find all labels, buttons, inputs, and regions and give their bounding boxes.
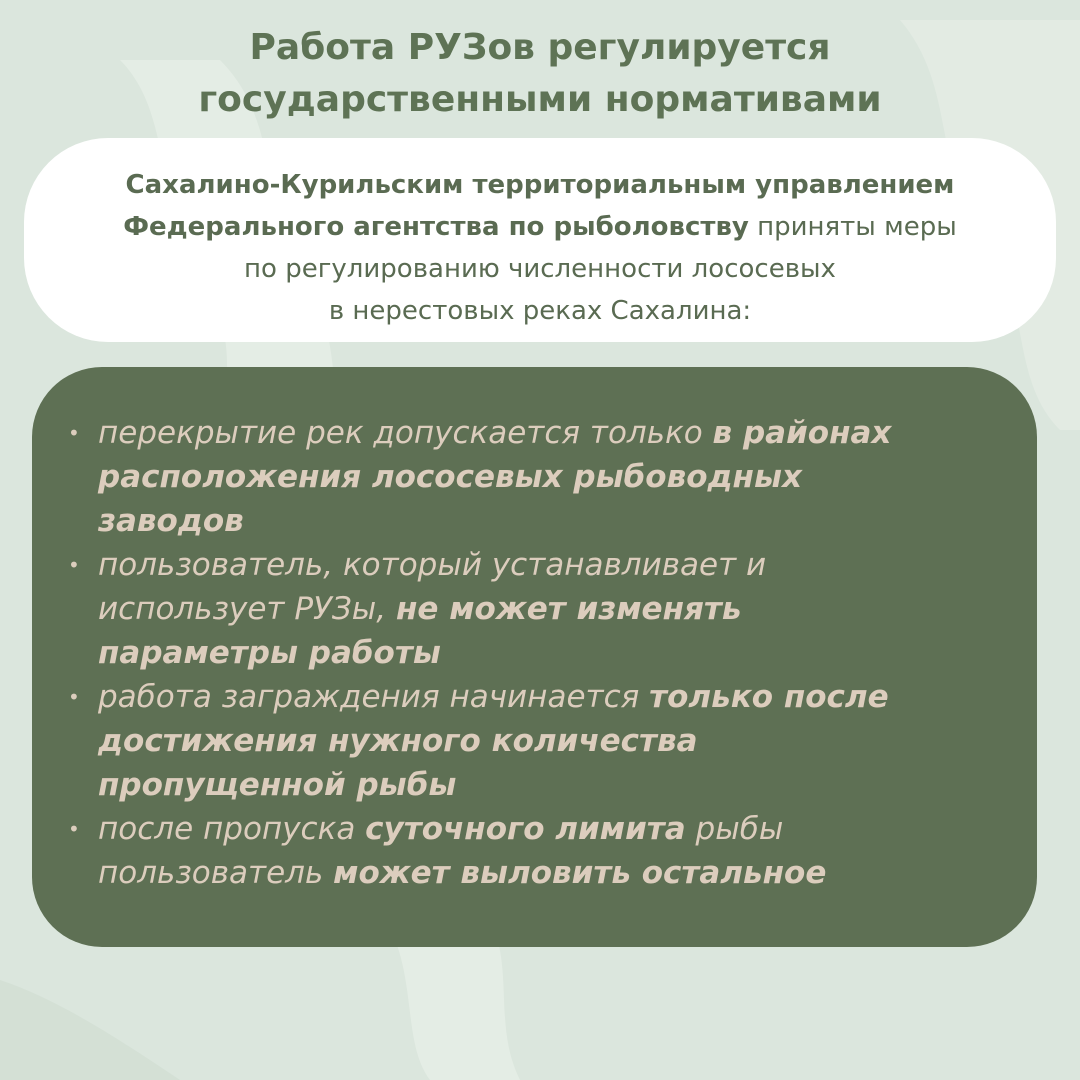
rule-1-line-3	[98, 499, 1017, 543]
bullet-icon: •	[68, 553, 80, 577]
intro-line-2-rest: приняты меры	[748, 212, 957, 242]
rule-item-1	[68, 411, 1017, 543]
rule-4-emphasis-2: может выловить остальное	[333, 855, 827, 891]
rule-2-line-2	[98, 587, 1017, 631]
rule-3-emphasis-2: достижения нужного количества	[98, 723, 698, 759]
rule-item-3	[68, 675, 1017, 807]
rule-1-line-1	[98, 411, 1017, 455]
title-line-1: Работа РУЗов регулируется	[249, 27, 831, 68]
rule-2-emphasis: не может изменять	[395, 591, 742, 627]
rule-4-line-2	[98, 851, 1017, 895]
rule-item-4	[68, 807, 1017, 895]
rules-card	[32, 367, 1037, 947]
rule-3-text: работа заграждения начинается	[98, 679, 650, 715]
rule-2-line-1: пользователь, который устанавливает и	[98, 547, 767, 583]
rule-item-2	[68, 543, 1017, 675]
intro-line-1: Сахалино-Курильским территориальным управлением	[125, 170, 955, 200]
bullet-icon: •	[68, 421, 80, 445]
intro-line-4: в нерестовых реках Сахалина:	[328, 296, 752, 326]
rule-3-line-1	[98, 675, 1017, 719]
intro-agency-name: Федерального агентства по рыболовству	[123, 212, 749, 242]
rule-4-text-b: рыбы	[685, 811, 784, 847]
rules-list	[68, 411, 1017, 895]
rule-3-line-3	[98, 763, 1017, 807]
rule-1-emphasis-3: заводов	[98, 503, 244, 539]
intro-card	[24, 138, 1056, 342]
rule-1-text: перекрытие рек допускается только	[98, 415, 713, 451]
bullet-icon: •	[68, 817, 80, 841]
rule-4-emphasis: суточного лимита	[365, 811, 686, 847]
rule-4-text-c: пользователь	[98, 855, 334, 891]
rule-4-line-1	[98, 807, 1017, 851]
bullet-icon: •	[68, 685, 80, 709]
rule-4-text-a: после пропуска	[98, 811, 366, 847]
rule-3-emphasis-3: пропущенной рыбы	[98, 767, 457, 803]
intro-line-2	[24, 206, 1056, 248]
title-line-2: государственными нормативами	[198, 79, 882, 120]
rule-2-line-3	[98, 631, 1017, 675]
rule-3-emphasis: только после	[649, 679, 889, 715]
rule-2-emphasis-2: параметры работы	[98, 635, 441, 671]
intro-line-3: по регулированию численности лососевых	[244, 254, 836, 284]
page-title	[0, 22, 1080, 126]
rule-2-text: использует РУЗы,	[98, 591, 396, 627]
rule-3-line-2	[98, 719, 1017, 763]
rule-1-line-2	[98, 455, 1017, 499]
rule-1-emphasis-2: расположения лососевых рыбоводных	[98, 459, 802, 495]
rule-1-emphasis: в районах	[712, 415, 892, 451]
